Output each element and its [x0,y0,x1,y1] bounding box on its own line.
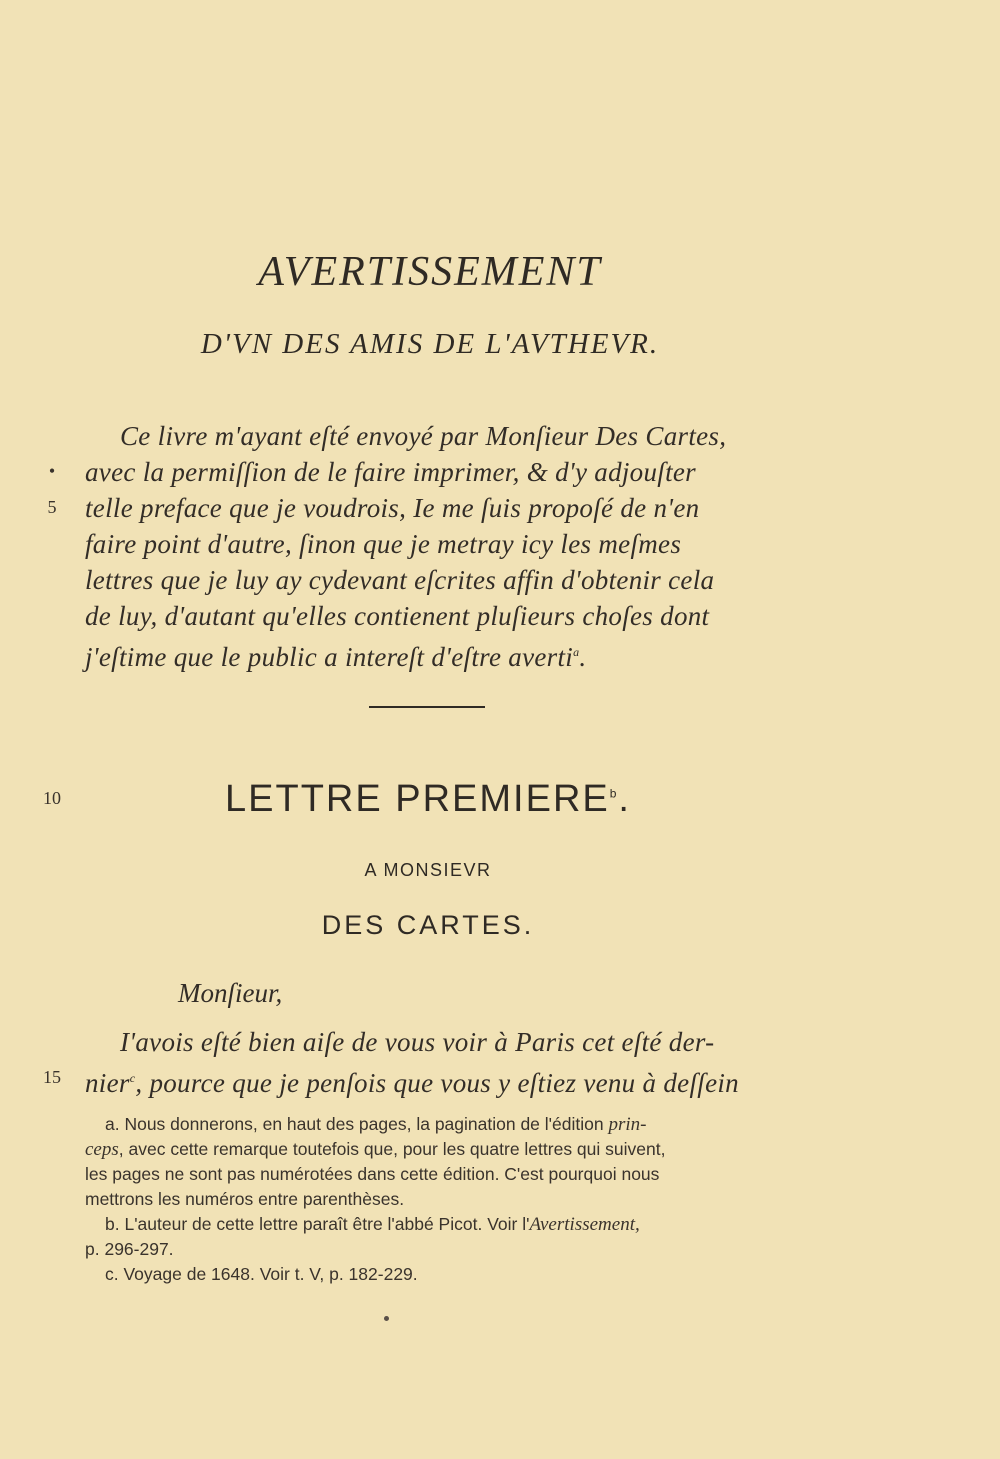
footnote-b [105,1212,640,1238]
footnote-text: , avec cette remarque toutefois que, pour les quatre lettres qui suivent, [118,1139,666,1159]
preface-line: avec la permiſſion de le faire imprimer, & d'y adjouſter [85,457,696,487]
footnote-b-cont: p. 296-297. [85,1239,174,1259]
letter-heading-end: . [618,778,631,820]
line-number-10: 10 [43,788,61,808]
footnote-italic: prin- [608,1114,647,1135]
footnote-ref-b[interactable]: b [609,786,619,801]
preface-line: de luy, d'autant qu'elles contienent pluſieurs choſes dont [85,601,710,631]
footnote-a-cont [85,1137,665,1163]
preface-line: lettres que je luy ay cydevant eſcrites affin d'obtenir cela [85,565,715,595]
footnote-text: a. Nous donnerons, en haut des pages, la pagination de l'édition [105,1114,609,1134]
footnote-italic: Avertissement, [529,1214,640,1235]
addressee-line: A MONSIEVR [364,860,492,880]
letter-heading-text: LETTRE PREMIERE [225,778,610,820]
section-divider [369,706,485,708]
letter-heading [0,778,856,821]
footnote-ref-a[interactable]: a [573,645,580,659]
addressee-name: DES CARTES. [321,910,535,940]
line-number-5: 5 [47,497,57,517]
footnote-italic: ceps [85,1139,119,1160]
footnote-a-cont: les pages ne sont pas numérotées dans cette édition. C'est pourquoi nous [85,1164,660,1184]
page-subtitle: D'VN DES AMIS DE L'AVTHEVR. [200,328,660,360]
preface-line: Ce livre m'ayant eſté envoyé par Monſieur Des Cartes, [120,421,727,451]
footnote-a [105,1112,646,1138]
page-mark [384,1316,389,1321]
salutation: Monſieur, [178,978,283,1008]
page-title: AVERTISSEMENT [258,249,602,295]
footnote-text: b. L'auteur de cette lettre paraît être l'abbé Picot. Voir l' [105,1214,530,1234]
line-marker-dot: • [48,461,56,481]
footnote-c: c. Voyage de 1648. Voir t. V, p. 182-229. [105,1264,418,1284]
footnote-ref-c[interactable]: c [129,1071,136,1085]
letter-body-text: nier [85,1068,130,1098]
preface-line: faire point d'autre, ſinon que je metray icy les meſmes [85,529,682,559]
line-number-15: 15 [43,1067,61,1087]
footnote-a-cont: mettrons les numéros entre parenthèses. [85,1189,405,1209]
letter-body-line [85,1060,739,1101]
letter-body-line: I'avois eſté bien aiſe de vous voir à Paris cet eſté der- [120,1027,715,1057]
preface-line-text: j'eſtime que le public a intereſt d'eſtre averti [85,642,574,672]
preface-line-end: . [579,642,587,672]
letter-body-text: , pource que je penſois que vous y eſtiez venu à deſſein [135,1068,739,1098]
preface-line-last [85,634,586,675]
preface-line: telle preface que je voudrois, Ie me ſuis propoſé de n'en [85,493,700,523]
